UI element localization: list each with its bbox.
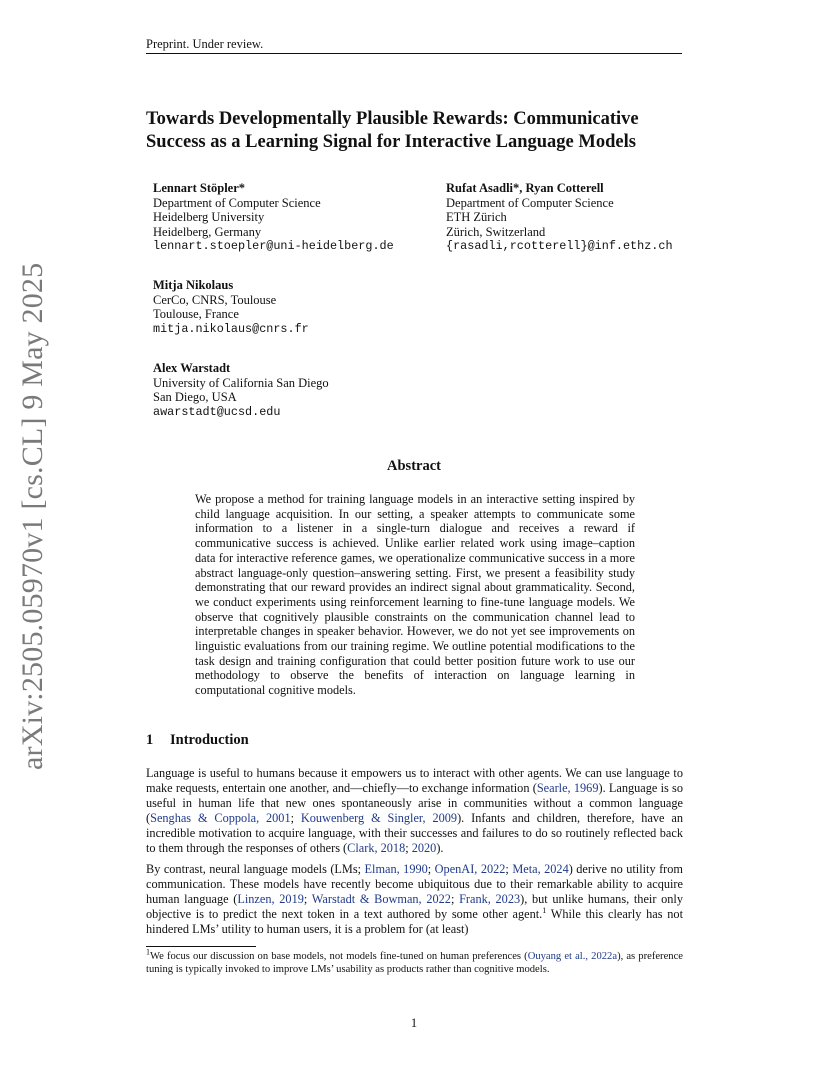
citation-link[interactable]: Searle, 1969 bbox=[536, 781, 599, 795]
section-number: 1 bbox=[146, 732, 154, 748]
citation-link[interactable]: 2020 bbox=[411, 841, 437, 855]
paper-title: Towards Developmentally Plausible Rewards: Communicative Success as a Learning Signal for Interactive Language Models bbox=[146, 109, 639, 152]
text-run: ). Infants and children, therefore, have an incredible motivation to acquire language, with their successes and failures to do so routinely reflected back to them through the responses of others ( bbox=[146, 811, 683, 855]
citation-link[interactable]: Clark, 2018 bbox=[347, 841, 406, 855]
citation-link[interactable]: Linzen, 2019 bbox=[237, 892, 304, 906]
citation-link[interactable]: Elman, 1990 bbox=[364, 862, 428, 876]
author-affiliation: Zürich, Switzerland bbox=[446, 224, 546, 239]
author-email[interactable]: {rasadli,rcotterell}@inf.ethz.ch bbox=[446, 239, 673, 253]
abstract-heading: Abstract bbox=[387, 458, 441, 474]
citation-link[interactable]: Kouwenberg & Singler, 2009 bbox=[300, 811, 458, 825]
footnote bbox=[146, 947, 683, 976]
text-run: While this clearly has not hindered LMs’ utility to human users, it is a problem for (at least) bbox=[146, 907, 683, 936]
author-block-4 bbox=[153, 361, 329, 419]
author-email[interactable]: awarstadt@ucsd.edu bbox=[153, 404, 281, 419]
citation-link[interactable]: Meta, 2024 bbox=[512, 862, 569, 876]
text-run: ; bbox=[427, 862, 435, 876]
text-run: ; bbox=[450, 892, 460, 906]
text-run: We focus our discussion on base models, not models fine-tuned on human preferences ( bbox=[150, 951, 528, 962]
author-affiliation: Heidelberg, Germany bbox=[153, 224, 262, 239]
running-header: Preprint. Under review. bbox=[146, 37, 264, 51]
header-rule bbox=[146, 53, 682, 54]
text-run: ). bbox=[436, 841, 444, 855]
author-email[interactable]: mitja.nikolaus@cnrs.fr bbox=[153, 321, 309, 336]
text-run: ; bbox=[505, 862, 513, 876]
abstract-text: We propose a method for training language models in an interactive setting inspired by child language acquisition. In our setting, a speaker attempts to communicate some information to a listener in a single-turn dialogue and receives a reward if communicative success is achieved. Unlike earlier related work using image–caption data for interactive reference games, we operationalize communicative success in a more abstract language-only question–answering setting. First, we present a feasibility study demonstrating that our reward provides an indirect signal about grammaticality. Second, we conduct experiments using reinforcement learning to fine-tune language models. We observe that cognitively plausible constraints on the communication channel lead to interpretable changes in speaker behavior. However, we do not yet see improvements on linguistic evaluations from our training regime. We outline potential modifications to the task design and training configuration that could better position future work to use our methodology to observe the benefits of interaction on language learning in computational cognitive models. bbox=[195, 492, 635, 698]
author-affiliation: Department of Computer Science bbox=[153, 195, 321, 210]
author-affiliation: ETH Zürich bbox=[446, 210, 507, 224]
page-number: 1 bbox=[410, 1016, 418, 1030]
author-affiliation: CerCo, CNRS, Toulouse bbox=[153, 292, 277, 307]
footnote-rule bbox=[146, 946, 256, 947]
author-affiliation: University of California San Diego bbox=[153, 375, 329, 390]
author-name: Mitja Nikolaus bbox=[153, 278, 234, 292]
intro-paragraph-1 bbox=[146, 766, 683, 856]
section-heading bbox=[146, 732, 249, 749]
citation-link[interactable]: Frank, 2023 bbox=[459, 892, 521, 906]
citation-link[interactable]: Ouyang et al., 2022a bbox=[527, 951, 618, 962]
author-affiliation: San Diego, USA bbox=[153, 390, 237, 404]
author-name: Alex Warstadt bbox=[153, 361, 231, 375]
text-run: ) derive no utility from communication. These models have recently become ubiquitous due to their remarkable ability to acquire human language ( bbox=[146, 862, 683, 906]
author-affiliation: Heidelberg University bbox=[153, 210, 265, 224]
author-block-2 bbox=[446, 181, 673, 254]
citation-link[interactable]: Senghas & Coppola, 2001 bbox=[150, 811, 291, 825]
section-title: Introduction bbox=[170, 732, 249, 748]
author-affiliation: Department of Computer Science bbox=[446, 195, 614, 210]
citation-link[interactable]: Warstadt & Bowman, 2022 bbox=[311, 892, 451, 906]
author-name: Lennart Stöpler* bbox=[153, 181, 246, 195]
footnote-marker[interactable]: 1 bbox=[146, 947, 150, 957]
text-run: ; bbox=[290, 811, 301, 825]
citation-link[interactable]: OpenAI, 2022 bbox=[434, 862, 506, 876]
author-email[interactable]: lennart.stoepler@uni-heidelberg.de bbox=[153, 239, 394, 253]
arxiv-side-label: arXiv:2505.05970v1 [cs.CL] 9 May 2025 bbox=[16, 262, 49, 770]
text-run: ). Language is so useful in human life that new ones spontaneously arise in communities without a common language ( bbox=[146, 781, 683, 825]
text-run: ; bbox=[405, 841, 412, 855]
text-run: By contrast, neural language models (LMs; bbox=[146, 862, 365, 876]
text-run: ), but unlike humans, their only objective is to predict the next token in a text authored by some other agent. bbox=[146, 892, 683, 921]
footnote-marker[interactable]: 1 bbox=[542, 905, 547, 915]
text-run: Language is useful to humans because it empowers us to interact with other agents. We can use language to make requests, entertain one another, and—chiefly—to exchange information ( bbox=[146, 766, 683, 795]
author-name: Rufat Asadli*, Ryan Cotterell bbox=[446, 181, 604, 195]
author-affiliation: Toulouse, France bbox=[153, 307, 239, 321]
intro-paragraph-2 bbox=[146, 862, 683, 937]
author-block-3 bbox=[153, 278, 309, 336]
author-block-1 bbox=[153, 181, 394, 254]
text-run: ), as preference tuning is typically invoked to improve LMs’ usability as products rather than cognitive models. bbox=[146, 951, 683, 976]
text-run: ; bbox=[303, 892, 312, 906]
